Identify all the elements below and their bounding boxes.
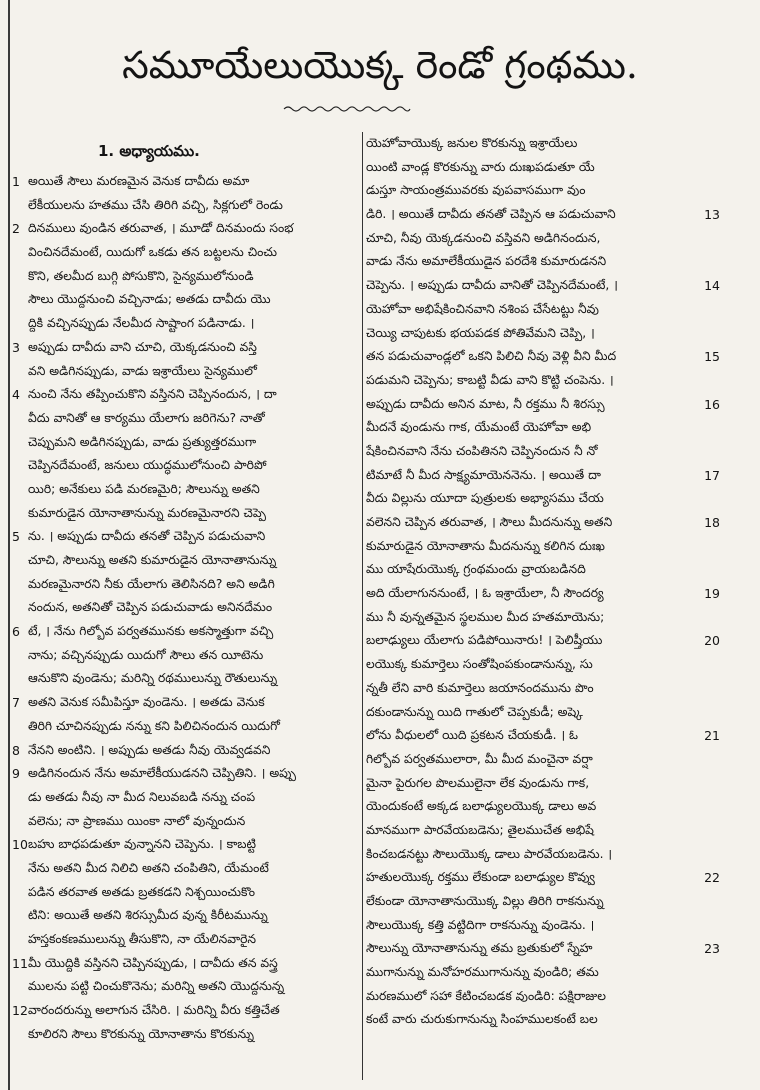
left-column-line: [10, 620, 358, 644]
verse-text: వలెనని చెప్పిన తరువాత, । సౌలు మీదనున్ను అతని: [366, 515, 613, 529]
left-column-line: [10, 525, 358, 549]
left-column: [10, 132, 358, 1046]
verse-text: దకుండానున్ను యిది గాతులో చెప్పకుడీ; అష్కె: [366, 704, 583, 719]
verse-text: చూచి, సౌలున్ను అతని కుమారుడైన యోనాతానున్ను: [28, 553, 277, 567]
verse-text: సౌలు యొద్దనుంచి వచ్చినాడు; అతడు దావీదు యొ: [28, 292, 271, 307]
verse-number: 5: [12, 529, 20, 545]
verse-text: టిమాటే నీ మీద సాక్ష్యమాయెననెను. । అయితే దా: [366, 467, 601, 482]
verse-text: కొని, తలమీద బుగ్గి పోసుకొని, సైన్యములోనుండి: [28, 268, 254, 283]
verse-text: చెప్పినదేమంటే, జనులు యుద్ధములోనుంచి పారిపో: [28, 458, 267, 473]
left-column-line: [10, 881, 358, 905]
verse-number: 12: [12, 1003, 28, 1019]
left-column-line: [10, 217, 358, 241]
right-column-line: [366, 843, 720, 867]
left-column-line: [10, 194, 358, 218]
left-column-line: [10, 502, 358, 526]
verse-text: ము నీ వున్నతమైన స్థలముల మీద హతమాయెను;: [366, 609, 605, 624]
left-column-line: [10, 478, 358, 502]
book-title: సమూయేలుయొక్క రెండో గ్రంథము.: [122, 43, 638, 87]
verse-number: 6: [12, 624, 20, 640]
verse-text: తన పడుచువాండ్లలో ఒకని పిలిచి నీవు వెళ్లి వీని మీద: [366, 349, 617, 364]
verse-text: బహు బాధపడుతూ వున్నానని చెప్పెను. । కాబట్టి: [28, 837, 256, 852]
right-column-line: [366, 1008, 720, 1032]
right-column-line: [366, 795, 720, 819]
right-column-line: [366, 511, 720, 535]
verse-number: 13: [704, 207, 720, 223]
right-column-line: [366, 274, 720, 298]
verse-text: యెహోవాయొక్క జనుల కొరకున్ను ఇశ్రాయేలు: [366, 136, 578, 150]
left-column-line: [10, 928, 358, 952]
verse-number: 16: [704, 396, 720, 412]
left-column-line: [10, 312, 358, 336]
verse-text: డిరి. । అయితే దావీదు తనతో చెప్పిన ఆ పడుచువాని: [366, 207, 616, 222]
right-column-line: [366, 227, 720, 251]
verse-number: 9: [12, 766, 20, 782]
verse-text: చెయ్యి చాపుటకు భయపడక పోతివేమని చెప్పి, ।: [366, 325, 595, 340]
right-column-line: [366, 156, 720, 180]
verse-text: వాడు నేను అమాలేకీయుడైన పరదేశి కుమారుడనని: [366, 254, 607, 269]
verse-text: చూచి, నీవు యెక్కడనుంచి వస్తివని అడిగినందున,: [366, 230, 601, 245]
verse-text: వించినదేమంటే, యిదుగో ఒకడు తన బట్టలను చించు: [28, 245, 277, 260]
verse-text: నేను అతని మీద నిలిచి అతని చంపితిని, యేమంటే: [28, 860, 269, 875]
verse-text: మీ యొద్దికి వస్తినని చెప్పినప్పుడు, । దావీదు తన వస్త్ర: [28, 955, 278, 970]
verse-number: 14: [704, 278, 720, 294]
verse-text: బలాఢ్యులు యేలాగు పడిపోయినారు! । పెలిష్తీయు: [366, 633, 603, 648]
verse-text: వీదు వానితో ఆ కార్యము యేలాగు జరిగెను? నాతో: [28, 410, 265, 425]
verse-text: ను. । అప్పుడు దావీదు తనతో చెప్పిన పడుచువాని: [28, 529, 266, 544]
right-column-line: [366, 416, 720, 440]
left-column-line: [10, 904, 358, 928]
verse-text: మైనా పైరుగల పొలములైనా లేక వుండును గాక,: [366, 775, 590, 790]
right-column-line: [366, 464, 720, 488]
verse-text: తిరిగి చూచినప్పుడు నన్ను కని పిలిచినందున యిదుగో: [28, 718, 280, 733]
verse-text: వీదు విల్లును యూదా పుత్రులకు అభ్యాసము చేయ: [366, 491, 604, 506]
verse-text: ములను పట్టి చించుకొనెను; మరిన్ని అతని యొద్దనున్న: [28, 979, 285, 994]
verse-text: షేకించినవాని నేను చంపితినని చెప్పినందున నీ నో: [366, 443, 598, 458]
verse-text: ముగానున్ను మనోహరముగానున్ను వుండిరి; తమ: [366, 965, 599, 980]
left-column-line: [10, 573, 358, 597]
verse-text: మరణములో సహా కేటించబడక వుండిరి: పక్షిరాజుల: [366, 988, 606, 1003]
chapter-heading: 1. అధ్యాయము.: [98, 142, 200, 160]
verse-text: హతులయొక్క రక్తము లేకుండా బలాఢ్యుల కొవ్వు: [366, 870, 595, 885]
verse-text: మీదనే వుండును గాక, యేమంటే యెహోవా అభి: [366, 420, 592, 435]
right-column-line: [366, 487, 720, 511]
left-column-line: [10, 241, 358, 265]
right-column-line: [366, 890, 720, 914]
verse-number: 4: [12, 387, 20, 403]
left-column-line: [10, 383, 358, 407]
verse-text: డు అతడు నీవు నా మీద నిలువబడి నన్ను చంప: [28, 789, 256, 804]
left-column-line: [10, 952, 358, 976]
verse-text: లేకీయులను హతము చేసి తిరిగి వచ్చి, సిక్లగులో రెండు: [28, 197, 283, 212]
verse-text: కుమారుడైన యోనాతాను మీదనున్ను కలిగిన దుఃఖ: [366, 538, 605, 553]
verse-number: 3: [12, 339, 20, 355]
right-column-line: [366, 961, 720, 985]
left-column-line: [10, 691, 358, 715]
verse-number: 2: [12, 221, 20, 237]
right-column: [366, 132, 720, 1032]
verse-text: కంటే వారు చురుకుగానున్ను సింహములకంటే బల: [366, 1012, 598, 1027]
verse-text: అడిగినందున నేను అమాలేకీయుడనని చెప్పితిని. । అప్పు: [28, 766, 297, 781]
verse-number: 8: [12, 742, 20, 758]
verse-text: నేనని అంటిని. । అప్పుడు అతడు నీవు యెవ్వడవని: [28, 742, 271, 757]
title-ornament: [282, 104, 412, 114]
verse-text: కూలిరని సౌలు కొరకున్ను యోనాతాను కొరకున్ను: [28, 1026, 254, 1041]
verse-text: టే, । నేను గిల్బోవ పర్వతమునకు అకస్మాత్తుగా వచ్చి: [28, 624, 274, 639]
left-column-line: [10, 336, 358, 360]
right-column-line: [366, 985, 720, 1009]
left-column-line: [10, 975, 358, 999]
verse-text: లోను వీధులలో యిది ప్రకటన చేయకుడీ. । ఓ: [366, 728, 579, 743]
right-column-line: [366, 250, 720, 274]
verse-text: హస్తకంకణములున్ను తీసుకొని, నా యేలినవారైన: [28, 932, 257, 946]
verse-text: గిల్బోవ పర్వతములారా, మీ మీద మంచైనా వర్షా: [366, 751, 593, 766]
verse-text: ద్దికి వచ్చినప్పుడు నేలమీద సాష్టాంగ పడినాడు. ।: [28, 316, 255, 331]
verse-text: ము యాషేరుయొక్క గ్రంథమందు వ్రాయబడినది: [366, 562, 586, 577]
verse-number: 21: [704, 728, 720, 744]
left-column-line: [10, 857, 358, 881]
verse-number: 19: [704, 586, 720, 602]
verse-number: 23: [704, 941, 720, 957]
verse-text: టిని: అయితే అతని శిరస్సుమీద వున్న కిరీటమున్ను: [28, 908, 268, 923]
right-column-line: [366, 772, 720, 796]
verse-text: నుంచి నేను తప్పించుకొని వస్తినని చెప్పినందున, । దా: [28, 387, 277, 402]
verse-text: వని అడిగినప్పుడు, వాడు ఇశ్రాయేలు సైన్యములో: [28, 363, 257, 378]
left-column-line: [10, 715, 358, 739]
right-column-line: [366, 866, 720, 890]
verse-number: 1: [12, 174, 20, 189]
right-column-line: [366, 914, 720, 938]
right-column-line: [366, 298, 720, 322]
verse-text: లయొక్క కుమార్తెలు సంతోషింపకుండానున్ను, సు: [366, 657, 593, 672]
left-column-line: [10, 667, 358, 691]
verse-number: 22: [704, 870, 720, 886]
column-divider: [362, 132, 363, 1080]
verse-text: డుస్తూ సాయంత్రమువరకు వుపవాసముగా వుం: [366, 183, 586, 198]
left-column-line: [10, 644, 358, 668]
right-column-line: [366, 535, 720, 559]
right-column-line: [366, 203, 720, 227]
left-column-line: [10, 360, 358, 384]
right-column-line: [366, 701, 720, 725]
verse-text: నాను; వచ్చినప్పుడు యిదుగో సౌలు తన యీటెను: [28, 647, 264, 662]
verse-text: దినములు వుండిన తరువాత, । మూడో దినమందు సంభ: [28, 221, 294, 236]
left-column-line: [10, 762, 358, 786]
right-column-line: [366, 179, 720, 203]
left-column-line: [10, 407, 358, 431]
verse-text: కుమారుడైన యోనాతానున్ను మరణమైనారని చెప్పె: [28, 505, 267, 520]
right-column-line: [366, 606, 720, 630]
right-column-line: [366, 653, 720, 677]
verse-text: న్నతీ లేని వారి కుమార్తెలు జయానందమును పొం: [366, 680, 594, 695]
verse-text: మరణమైనారని నీకు యేలాగు తెలిసినది? అని అడిగి: [28, 576, 275, 591]
verse-number: 17: [704, 467, 720, 483]
verse-text: చెప్పుమని అడిగినప్పుడు, వాడు ప్రత్యుత్తరముగా: [28, 434, 257, 449]
left-column-line: [10, 1023, 358, 1047]
left-column-line: [10, 999, 358, 1023]
verse-text: ఆనుకొని వుండెను; మరిన్ని రథములున్ను రౌతులున్ను: [28, 671, 278, 686]
right-column-line: [366, 322, 720, 346]
verse-number: 10: [12, 837, 28, 853]
right-column-line: [366, 132, 720, 156]
right-column-line: [366, 748, 720, 772]
left-column-line: [10, 288, 358, 312]
right-column-line: [366, 677, 720, 701]
left-column-line: [10, 265, 358, 289]
left-column-line: [10, 786, 358, 810]
verse-number: 20: [704, 633, 720, 649]
left-column-line: [10, 810, 358, 834]
verse-number: 11: [12, 955, 28, 971]
verse-text: యిరి; అనేకులు పడి మరణమైరి; సౌలున్ను అతని: [28, 481, 260, 496]
verse-text: యింటి వాండ్ల కొరకున్ను వారు దుఃఖపడుతూ యే: [366, 159, 595, 174]
verse-number: 7: [12, 695, 20, 711]
right-column-line: [366, 582, 720, 606]
verse-text: సౌలున్ను యోనాతానున్ను తమ బ్రతుకులో స్నేహ: [366, 941, 593, 956]
verse-text: పడుమని చెప్పెను; కాబట్టి వీడు వాని కొట్టి చంపెను. ।: [366, 372, 614, 387]
left-column-line: [10, 549, 358, 573]
verse-text: అది యేలాగుననుంటే, । ఓ ఇశ్రాయేలా, నీ సౌందర్య: [366, 586, 604, 601]
verse-text: యెందుకంటే అక్కడ బలాఢ్యులయొక్క డాలు అవ: [366, 799, 597, 814]
verse-text: అతని వెనుక సమీపిస్తూ వుండెను. । అతడు వెనుక: [28, 695, 265, 710]
left-column-line: [10, 431, 358, 455]
right-column-line: [366, 937, 720, 961]
verse-text: వారందరున్ను అలాగున చేసిరి. । మరిన్ని వీరు కత్తిచేత: [28, 1003, 280, 1018]
verse-text: సౌలుయొక్క కత్తి వట్టిదిగా రాకనున్ను వుండెను. ।: [366, 917, 595, 932]
right-column-line: [366, 440, 720, 464]
left-column-line: [10, 833, 358, 857]
verse-text: యెహోవా అభిషేకించినవాని నశింప చేసేటట్టు నీవు: [366, 301, 599, 316]
left-column-line: [10, 739, 358, 763]
verse-text: కించబడనట్టు సౌలుయొక్క డాలు పారవేయబడెను. ।: [366, 846, 613, 861]
verse-text: లేకుండా యోనాతానుయొక్క విల్లు తిరిగి రాకనున్ను: [366, 894, 604, 908]
right-column-line: [366, 819, 720, 843]
verse-text: నందున, అతనితో చెప్పిన పడుచువాడు అనినదేమం: [28, 600, 273, 615]
right-column-line: [366, 629, 720, 653]
verse-text: మానముగా పారవేయబడెను; తైలముచేత అభిషే: [366, 822, 594, 837]
right-column-line: [366, 558, 720, 582]
right-column-line: [366, 369, 720, 393]
left-column-line: [10, 454, 358, 478]
verse-text: అప్పుడు దావీదు వాని చూచి, యెక్కడనుంచి వస్తి: [28, 339, 257, 354]
verse-text: పడిన తరవాత అతడు బ్రతకడని నిశ్చయించుకొం: [28, 884, 256, 899]
right-column-line: [366, 345, 720, 369]
verse-number: 15: [704, 349, 720, 365]
left-column-line: [10, 596, 358, 620]
right-column-line: [366, 393, 720, 417]
verse-text: వలెను; నా ప్రాణము యింకా నాలో వున్నందున: [28, 813, 246, 828]
verse-text: అప్పుడు దావీదు అనిన మాట, నీ రక్తము నీ శిరస్సు: [366, 396, 605, 411]
left-column-line: [10, 170, 358, 194]
verse-text: అయితే సౌలు మరణమైన వెనుక దావీదు అమా: [28, 174, 250, 188]
right-column-line: [366, 724, 720, 748]
verse-text: చెప్పెను. । అప్పుడు దావీదు వానితో చెప్పినదేమంటే, ।: [366, 278, 618, 293]
verse-number: 18: [704, 515, 720, 530]
